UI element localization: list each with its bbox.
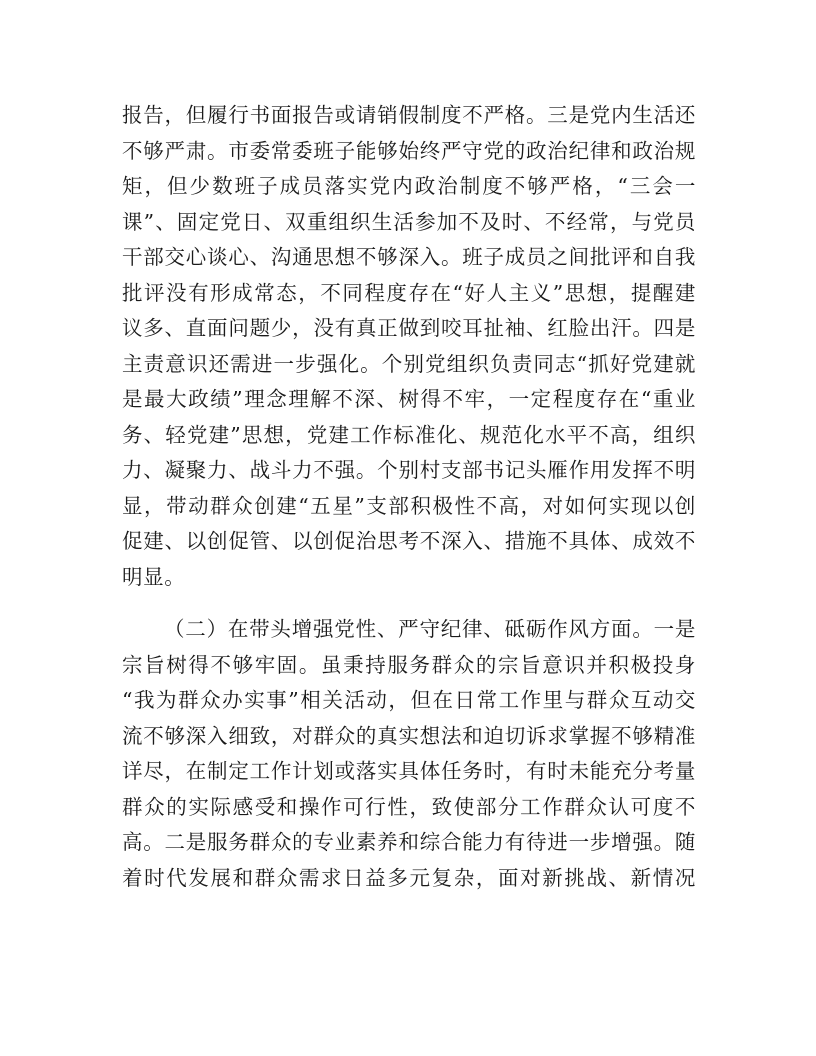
text-line: 流不够深入细致，对群众的真实想法和迫切诉求掌握不够精准 (122, 723, 696, 748)
text-line: 课”、固定党日、双重组织生活参加不及时、不经常，与党员 (122, 209, 696, 234)
text-line: 高。二是服务群众的专业素养和综合能力有待进一步增强。随 (122, 830, 696, 854)
text-line: 干部交心谈心、沟通思想不够深入。班子成员之间批评和自我 (122, 245, 696, 269)
text-line: 详尽，在制定工作计划或落实具体任务时，有时未能充分考量 (122, 759, 696, 783)
document-body (122, 98, 696, 896)
text-line: “我为群众办实事”相关活动，但在日常工作里与群众互动交 (122, 688, 696, 712)
text-line: 宗旨树得不够牢固。虽秉持服务群众的宗旨意识并积极投身 (122, 652, 696, 677)
text-line: 明显。 (122, 564, 186, 589)
text-line: 着时代发展和群众需求日益多元复杂，面对新挑战、新情况 (122, 865, 696, 890)
paragraph-1 (122, 98, 696, 595)
text-line: 是最大政绩”理念理解不深、树得不牢，一定程度存在“重业 (122, 387, 696, 411)
text-line: （二）在带头增强党性、严守纪律、砥砺作风方面。一是 (164, 617, 696, 641)
text-line: 力、凝聚力、战斗力不强。个别村支部书记头雁作用发挥不明 (122, 458, 696, 482)
text-line: 群众的实际感受和操作可行性，致使部分工作群众认可度不 (122, 794, 696, 819)
text-line: 不够严肃。市委常委班子能够始终严守党的政治纪律和政治规 (122, 138, 696, 163)
text-line: 显，带动群众创建“五星”支部积极性不高，对如何实现以创 (122, 493, 696, 518)
text-line: 报告，但履行书面报告或请销假制度不严格。三是党内生活还 (122, 103, 696, 127)
text-line: 促建、以创促管、以创促治思考不深入、措施不具体、成效不 (122, 529, 696, 553)
paragraph-spacer (122, 595, 696, 612)
text-line: 矩，但少数班子成员落实党内政治制度不够严格，“三会一 (122, 174, 696, 198)
paragraph-2 (122, 612, 696, 896)
text-line: 议多、直面问题少，没有真正做到咬耳扯袖、红脸出汗。四是 (122, 316, 696, 340)
text-line: 主责意识还需进一步强化。个别党组织负责同志“抓好党建就 (122, 351, 696, 376)
text-line: 务、轻党建”思想，党建工作标准化、规范化水平不高，组织 (122, 422, 696, 447)
text-line: 批评没有形成常态，不同程度存在“好人主义”思想，提醒建 (122, 280, 696, 305)
